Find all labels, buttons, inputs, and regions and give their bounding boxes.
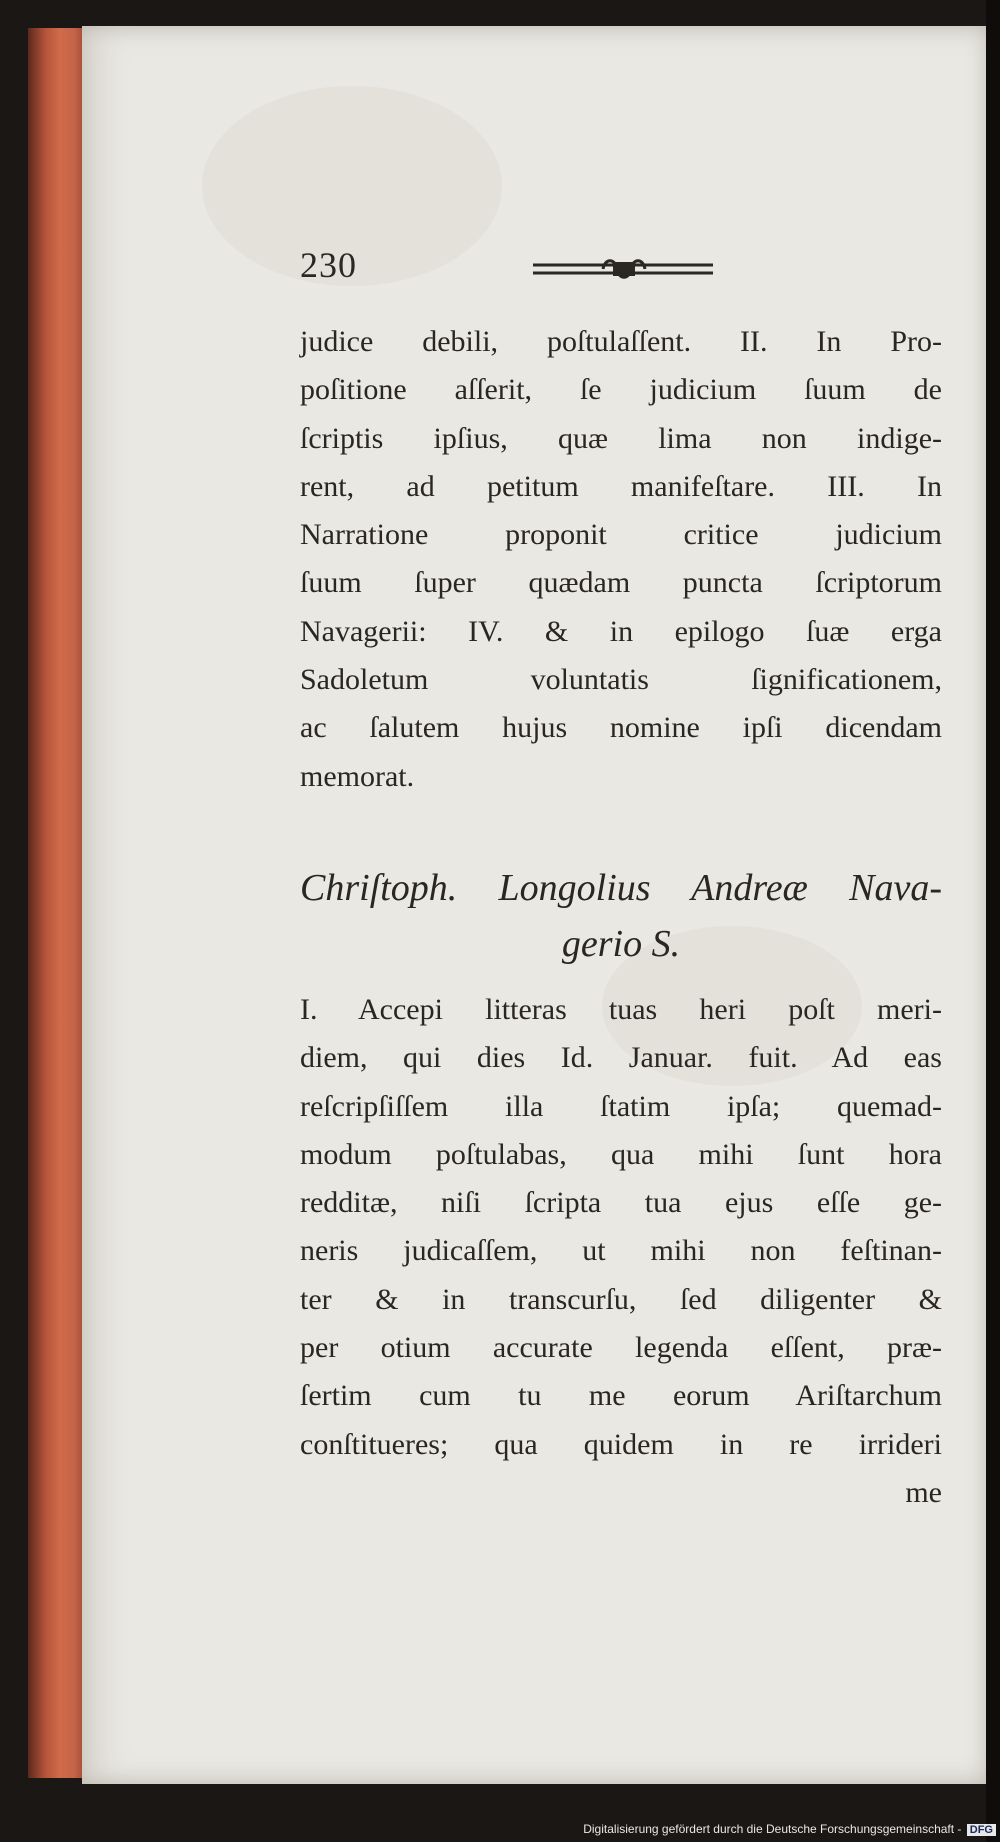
footer-text: Digitalisierung gefördert durch die Deutsche Forschungsgemeinschaft - (583, 1822, 962, 1836)
page-header (300, 244, 760, 294)
heading-line: Chriſtoph. Longolius Andreæ Nava- (300, 867, 942, 909)
text-line: reſcripſiſſem illa ſtatim ipſa; quemad- (300, 1089, 942, 1123)
text-line: Navagerii: IV. & in epilogo ſuæ erga (300, 614, 942, 648)
letter-heading (300, 860, 942, 972)
page-number: 230 (300, 245, 357, 285)
page-edge (28, 28, 86, 1778)
digitization-footer (583, 1822, 996, 1836)
text-line: neris judicaſſem, ut mihi non feſtinan- (300, 1234, 942, 1268)
text-line: poſitione aſſerit, ſe judicium ſuum de (300, 373, 942, 407)
text-line: judice debili, poſtulaſſent. II. In Pro- (300, 325, 942, 358)
catchword: me (905, 1475, 942, 1509)
dfg-logo: DFG (967, 1824, 996, 1836)
paragraph-letter (300, 986, 942, 1517)
paragraph-summary (300, 318, 942, 801)
text-line: redditæ, niſi ſcripta tua ejus eſſe ge- (300, 1186, 942, 1220)
text-line: memorat. (300, 759, 415, 793)
text-line: I. Accepi litteras tuas heri poſt meri- (300, 993, 942, 1026)
text-line: ſertim cum tu me eorum Ariſtarchum (300, 1379, 942, 1413)
text-line: ac ſalutem hujus nomine ipſi dicendam (300, 711, 942, 745)
ornament-icon (533, 254, 713, 284)
text-line: rent, ad petitum manifeſtare. III. In (300, 469, 942, 503)
text-line: ſuum ſuper quædam puncta ſcriptorum (300, 566, 942, 600)
text-line: diem, qui dies Id. Januar. fuit. Ad eas (300, 1041, 942, 1075)
heading-line: gerio S. (561, 923, 681, 965)
text-line: per otium accurate legenda eſſent, præ- (300, 1331, 942, 1365)
text-line: ſcriptis ipſius, quæ lima non indige- (300, 421, 942, 455)
binding-shadow (986, 0, 1000, 1842)
text-line: conſtitueres; qua quidem in re irrideri (300, 1427, 942, 1461)
text-line: ter & in transcurſu, ſed diligenter & (300, 1282, 942, 1316)
text-line: Sadoletum voluntatis ſignificationem, (300, 663, 942, 697)
text-line: modum poſtulabas, qua mihi ſunt hora (300, 1137, 942, 1171)
text-line: Narratione proponit critice judicium (300, 518, 942, 552)
